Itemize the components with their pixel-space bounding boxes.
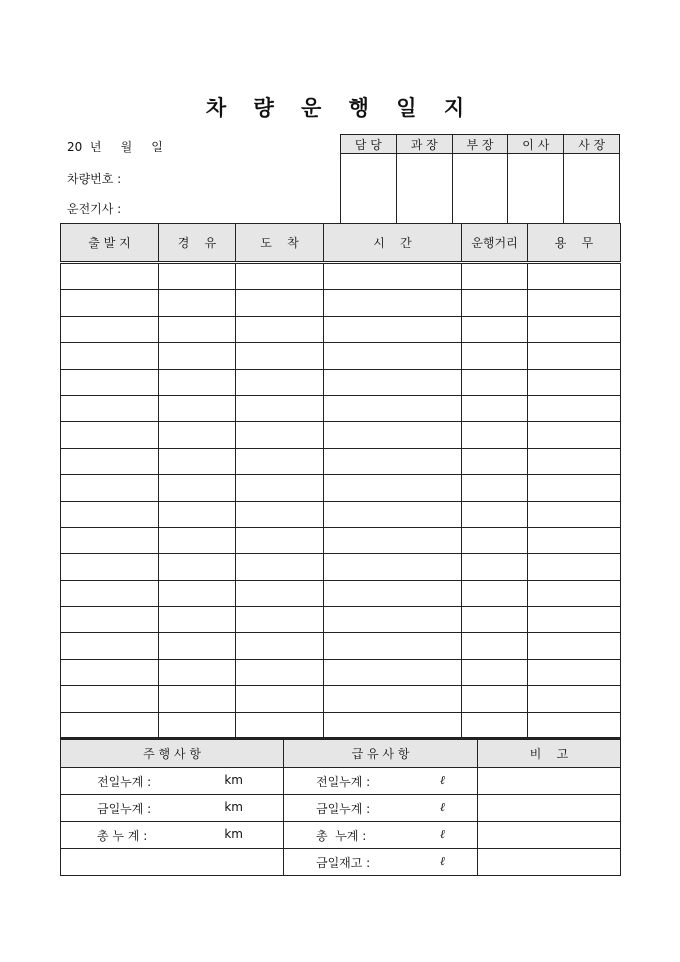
log-cell[interactable] [61, 712, 159, 738]
unit-liter: ℓ [440, 799, 445, 814]
log-cell[interactable] [61, 343, 159, 369]
log-header-purpose: 용 무 [528, 224, 621, 263]
log-cell[interactable] [236, 686, 324, 712]
remarks-cell[interactable] [478, 795, 621, 822]
driver-label: 운전기사 : [67, 202, 122, 216]
log-cell[interactable] [528, 501, 621, 527]
log-cell[interactable] [324, 633, 462, 659]
unit-liter: ℓ [440, 772, 445, 787]
log-cell[interactable] [324, 527, 462, 553]
mileage-prev-total[interactable] [61, 768, 284, 795]
log-cell[interactable] [236, 501, 324, 527]
signature-cell[interactable] [452, 154, 508, 224]
table-row [61, 369, 621, 395]
remarks-cell[interactable] [478, 768, 621, 795]
log-cell[interactable] [324, 263, 462, 290]
log-cell[interactable] [236, 290, 324, 316]
fuel-stock-today[interactable] [284, 849, 478, 876]
log-cell[interactable] [528, 580, 621, 606]
log-cell[interactable] [61, 316, 159, 342]
signature-cell[interactable] [341, 154, 397, 224]
log-header-departure: 출 발 지 [61, 224, 159, 263]
log-cell[interactable] [324, 607, 462, 633]
log-cell[interactable] [528, 686, 621, 712]
log-cell[interactable] [528, 712, 621, 738]
table-row [61, 633, 621, 659]
log-cell[interactable] [236, 659, 324, 685]
log-cell[interactable] [159, 343, 236, 369]
log-cell[interactable] [528, 343, 621, 369]
log-cell[interactable] [324, 501, 462, 527]
approval-header: 담 당 [341, 135, 397, 154]
log-cell[interactable] [236, 633, 324, 659]
log-cell[interactable] [61, 659, 159, 685]
log-cell[interactable] [159, 712, 236, 738]
log-cell[interactable] [324, 343, 462, 369]
table-row [61, 659, 621, 685]
log-cell[interactable] [462, 290, 528, 316]
log-cell[interactable] [324, 395, 462, 421]
log-cell[interactable] [61, 448, 159, 474]
table-row [61, 448, 621, 474]
log-cell[interactable] [324, 554, 462, 580]
log-cell[interactable] [159, 659, 236, 685]
log-cell[interactable] [324, 316, 462, 342]
approval-header: 사 장 [564, 135, 620, 154]
log-cell[interactable] [324, 475, 462, 501]
log-cell[interactable] [236, 395, 324, 421]
log-cell[interactable] [462, 448, 528, 474]
log-cell[interactable] [61, 501, 159, 527]
approval-header: 이 사 [508, 135, 564, 154]
log-cell[interactable] [324, 686, 462, 712]
approval-table [340, 134, 620, 224]
log-cell[interactable] [159, 607, 236, 633]
log-cell[interactable] [159, 290, 236, 316]
log-cell[interactable] [324, 580, 462, 606]
field-label: 금일누계 : [97, 801, 152, 816]
log-cell[interactable] [462, 475, 528, 501]
log-cell[interactable] [528, 290, 621, 316]
approval-header: 과 장 [396, 135, 452, 154]
log-cell[interactable] [528, 422, 621, 448]
log-cell[interactable] [324, 290, 462, 316]
log-cell[interactable] [528, 369, 621, 395]
log-cell[interactable] [159, 448, 236, 474]
page-title: 차 량 운 행 일 지 [205, 95, 475, 120]
summary-header-fuel: 급 유 사 항 [284, 739, 478, 768]
log-cell[interactable] [236, 422, 324, 448]
log-cell[interactable] [528, 475, 621, 501]
mileage-grand-total[interactable] [61, 822, 284, 849]
log-cell[interactable] [236, 554, 324, 580]
signature-cell[interactable] [508, 154, 564, 224]
log-cell[interactable] [236, 527, 324, 553]
log-cell[interactable] [236, 448, 324, 474]
log-cell[interactable] [61, 607, 159, 633]
log-cell[interactable] [61, 686, 159, 712]
log-cell[interactable] [159, 395, 236, 421]
remarks-cell[interactable] [478, 849, 621, 876]
summary-header-remarks: 비 고 [478, 739, 621, 768]
log-cell[interactable] [61, 263, 159, 290]
log-cell[interactable] [236, 580, 324, 606]
table-row [61, 290, 621, 316]
log-cell[interactable] [528, 395, 621, 421]
log-cell[interactable] [159, 475, 236, 501]
table-row [61, 501, 621, 527]
log-cell[interactable] [159, 580, 236, 606]
log-cell[interactable] [528, 554, 621, 580]
log-header-time: 시 간 [324, 224, 462, 263]
log-cell[interactable] [462, 686, 528, 712]
table-row [61, 343, 621, 369]
log-cell[interactable] [462, 712, 528, 738]
log-cell[interactable] [159, 369, 236, 395]
mileage-blank-cell[interactable] [61, 849, 284, 876]
table-row [61, 580, 621, 606]
log-cell[interactable] [236, 343, 324, 369]
log-cell[interactable] [462, 369, 528, 395]
log-cell[interactable] [61, 633, 159, 659]
unit-km: km [224, 826, 243, 841]
log-cell[interactable] [61, 527, 159, 553]
log-cell[interactable] [462, 607, 528, 633]
table-row [61, 475, 621, 501]
log-cell[interactable] [236, 316, 324, 342]
log-cell[interactable] [61, 369, 159, 395]
log-cell[interactable] [462, 633, 528, 659]
remarks-cell[interactable] [478, 822, 621, 849]
log-cell[interactable] [159, 633, 236, 659]
log-cell[interactable] [528, 316, 621, 342]
log-cell[interactable] [61, 290, 159, 316]
log-cell[interactable] [159, 527, 236, 553]
log-cell[interactable] [61, 422, 159, 448]
unit-liter: ℓ [440, 853, 445, 868]
table-row [61, 527, 621, 553]
log-cell[interactable] [159, 501, 236, 527]
table-row [61, 263, 621, 290]
log-cell[interactable] [159, 554, 236, 580]
log-cell[interactable] [528, 263, 621, 290]
field-label: 금일누계 : [316, 801, 371, 816]
mileage-today-total[interactable] [61, 795, 284, 822]
log-cell[interactable] [462, 527, 528, 553]
log-header-distance: 운행거리 [462, 224, 528, 263]
table-row [61, 686, 621, 712]
table-row [61, 607, 621, 633]
log-cell[interactable] [324, 448, 462, 474]
field-label: 총 누계 : [316, 828, 367, 843]
log-cell[interactable] [462, 343, 528, 369]
log-cell[interactable] [61, 475, 159, 501]
field-label: 금일재고 : [316, 855, 371, 870]
log-header-arrival: 도 착 [236, 224, 324, 263]
field-label: 전일누계 : [97, 774, 152, 789]
fuel-grand-total[interactable] [284, 822, 478, 849]
log-cell[interactable] [324, 369, 462, 395]
fuel-prev-total[interactable] [284, 768, 478, 795]
log-cell[interactable] [462, 395, 528, 421]
log-cell[interactable] [236, 369, 324, 395]
log-cell[interactable] [236, 475, 324, 501]
log-cell[interactable] [61, 580, 159, 606]
log-cell[interactable] [159, 422, 236, 448]
log-cell[interactable] [462, 580, 528, 606]
log-cell[interactable] [462, 422, 528, 448]
summary-table [60, 737, 621, 876]
date-line: 20 년 월 일 [67, 140, 163, 154]
log-cell[interactable] [528, 633, 621, 659]
log-cell[interactable] [324, 712, 462, 738]
log-cell[interactable] [159, 263, 236, 290]
log-cell[interactable] [462, 659, 528, 685]
log-cell[interactable] [324, 422, 462, 448]
log-cell[interactable] [462, 554, 528, 580]
fuel-today-total[interactable] [284, 795, 478, 822]
table-row [61, 712, 621, 738]
unit-liter: ℓ [440, 826, 445, 841]
summary-header-mileage: 주 행 사 항 [61, 739, 284, 768]
table-row [61, 554, 621, 580]
approval-header: 부 장 [452, 135, 508, 154]
unit-km: km [224, 799, 243, 814]
log-cell[interactable] [236, 607, 324, 633]
log-cell[interactable] [528, 527, 621, 553]
driving-log-table [60, 223, 621, 739]
log-header-via: 경 유 [159, 224, 236, 263]
log-cell[interactable] [324, 659, 462, 685]
log-cell[interactable] [236, 712, 324, 738]
signature-cell[interactable] [396, 154, 452, 224]
log-cell[interactable] [61, 395, 159, 421]
log-cell[interactable] [528, 659, 621, 685]
log-cell[interactable] [236, 263, 324, 290]
log-cell[interactable] [159, 686, 236, 712]
unit-km: km [224, 772, 243, 787]
log-cell[interactable] [159, 316, 236, 342]
field-label: 총 누 계 : [97, 828, 148, 843]
log-cell[interactable] [462, 263, 528, 290]
table-row [61, 316, 621, 342]
table-row [61, 422, 621, 448]
log-cell[interactable] [61, 554, 159, 580]
vehicle-number-label: 차량번호 : [67, 172, 122, 186]
log-cell[interactable] [462, 501, 528, 527]
field-label: 전일누계 : [316, 774, 371, 789]
table-row [61, 395, 621, 421]
log-cell[interactable] [462, 316, 528, 342]
signature-cell[interactable] [564, 154, 620, 224]
log-cell[interactable] [528, 607, 621, 633]
log-cell[interactable] [528, 448, 621, 474]
